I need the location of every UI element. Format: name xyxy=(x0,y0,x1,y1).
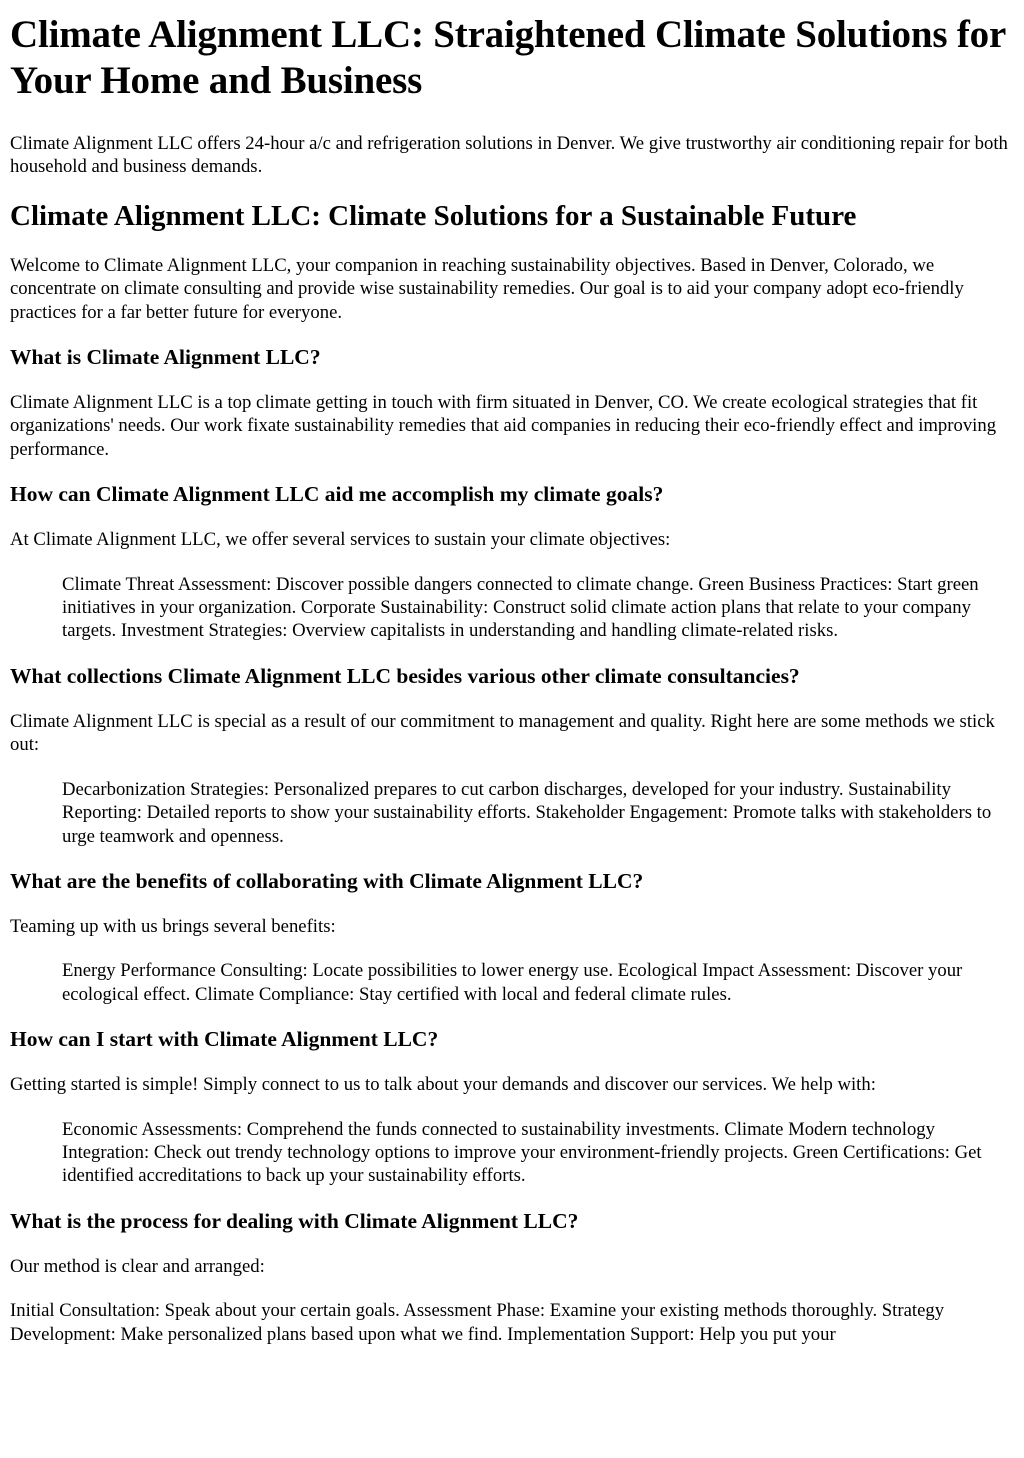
page-title: Climate Alignment LLC: Straightened Climate Solutions for Your Home and Business xyxy=(10,13,1006,102)
section-blockquote: Climate Threat Assessment: Discover possible dangers connected to climate change. Green Business Practices: Start green initiatives in your organization. Corporate Sustainability: Construct solid climate action plans that relate to your company targets. Investment Strategies: Overview capitalists in understanding and handling climate-related risks. xyxy=(62,573,979,642)
section-blockquote: Decarbonization Strategies: Personalized prepares to cut carbon discharges, developed for your industry. Sustainability Reporting: Detailed reports to show your sustainability efforts. Stakeholder Engagement: Promote talks with stakeholders to urge teamwork and openness. xyxy=(62,778,992,847)
section-heading: How can Climate Alignment LLC aid me accomplish my climate goals? xyxy=(10,482,664,507)
intro-paragraph: Climate Alignment LLC offers 24-hour a/c and refrigeration solutions in Denver. We give trustworthy air conditioning repair for both household and business demands. xyxy=(10,133,1008,178)
section-heading: What are the benefits of collaborating with Climate Alignment LLC? xyxy=(10,868,644,893)
section-paragraph: Climate Alignment LLC is a top climate getting in touch with firm situated in Denver, CO. We create ecological strategies that fit organizations' needs. Our work fixate sustainability remedies that aid companies in reducing their eco-friendly effect and improving performance. xyxy=(10,392,997,460)
section-blockquote: Economic Assessments: Comprehend the funds connected to sustainability investments. Climate Modern technology Integration: Check out trendy technology options to improve your environment-friendly projects. Green Certifications: Get identified accreditations to back up your sustainability efforts. xyxy=(62,1118,982,1187)
section-paragraph: At Climate Alignment LLC, we offer several services to sustain your climate objectives: xyxy=(10,529,671,551)
section-paragraph: Our method is clear and arranged: xyxy=(10,1255,265,1277)
welcome-paragraph: Welcome to Climate Alignment LLC, your companion in reaching sustainability objectives. Based in Denver, Colorado, we concentrate on climate consulting and provide wise sustainability remedies. Our goal is to aid your company adopt eco-friendly practices for a far better future for everyone. xyxy=(10,254,964,323)
section-paragraph: Teaming up with us brings several benefits: xyxy=(10,915,336,937)
section-subtitle: Climate Alignment LLC: Climate Solutions for a Sustainable Future xyxy=(10,199,857,232)
article xyxy=(0,12,1024,1346)
section-heading: What is the process for dealing with Climate Alignment LLC? xyxy=(10,1208,579,1233)
section-paragraph: Getting started is simple! Simply connect to us to talk about your demands and discover our services. We help with: xyxy=(10,1074,876,1096)
section-heading: How can I start with Climate Alignment LLC? xyxy=(10,1027,439,1052)
section-blockquote: Energy Performance Consulting: Locate possibilities to lower energy use. Ecological Impact Assessment: Discover your ecological effect. Climate Compliance: Stay certified with local and federal climate rules. xyxy=(62,960,963,1005)
section-paragraph: Initial Consultation: Speak about your certain goals. Assessment Phase: Examine your existing methods thoroughly. Strategy Development: Make personalized plans based upon what we find. Implementation Support: Help you put your xyxy=(10,1300,945,1345)
section-paragraph: Climate Alignment LLC is special as a result of our commitment to management and quality. Right here are some methods we stick out: xyxy=(10,710,995,756)
section-heading: What is Climate Alignment LLC? xyxy=(10,345,321,370)
section-heading: What collections Climate Alignment LLC besides various other climate consultancies? xyxy=(10,663,800,688)
